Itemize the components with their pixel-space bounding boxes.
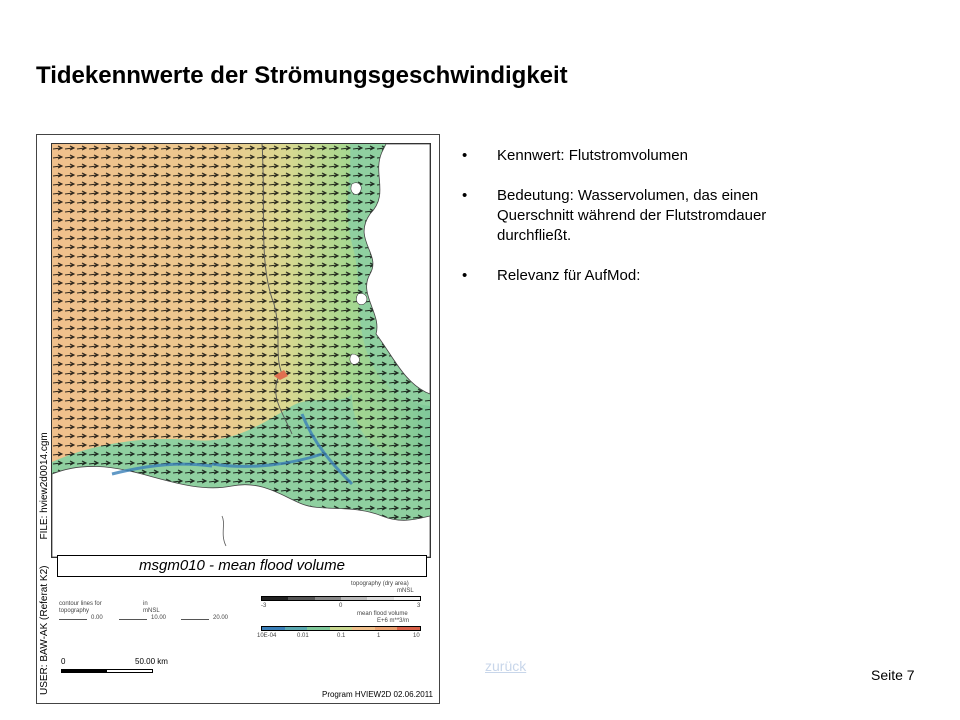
contour-unit: in <box>143 601 148 607</box>
volume-tick-4: 1 <box>377 633 381 639</box>
bullet-bedeutung: • Bedeutung: Wasservolumen, das einen Querschnitt während der Flutstromdauer durchfließt. <box>462 186 822 246</box>
map-figure <box>36 134 440 704</box>
contour-value-3: 20.00 <box>213 615 229 621</box>
volume-colorbar <box>261 626 421 631</box>
slide-title: Tidekennwerte der Strömungsgeschwindigkeit <box>36 62 568 89</box>
file-label: FILE: hview2d0014.cgm <box>39 432 50 540</box>
scale-end-label: 50.00 km <box>135 657 168 666</box>
volume-tick-5: 10 <box>413 633 420 639</box>
figure-caption: msgm010 - mean flood volume <box>57 555 427 577</box>
contour-value-1: 0.00 <box>91 615 103 621</box>
map-graphic <box>52 144 430 557</box>
contour-title: contour lines for <box>59 601 102 607</box>
scale-bar-graphic <box>61 669 153 673</box>
bullet-kennwert: • Kennwert: Flutstromvolumen <box>462 146 822 166</box>
figure-side-label <box>38 135 52 695</box>
volume-tick-1: 10E-04 <box>257 633 277 639</box>
topography-tick-3: 3 <box>417 603 421 609</box>
volume-unit: E+6 m**3/m <box>377 618 410 624</box>
topography-unit: mNSL <box>397 588 414 594</box>
topography-tick-1: -3 <box>261 603 267 609</box>
contour-value-2: 10.00 <box>151 615 167 621</box>
back-link[interactable]: zurück <box>485 658 527 674</box>
contour-subtitle: topography <box>59 608 90 614</box>
scale-bar <box>51 655 431 689</box>
scale-start-label: 0 <box>61 657 66 666</box>
map-legend <box>51 581 431 655</box>
contour-unit-sub: mNSL <box>143 608 160 614</box>
volume-title: mean flood volume <box>357 611 408 617</box>
volume-tick-2: 0.01 <box>297 633 309 639</box>
bullet-relevanz: • Relevanz für AufMod: <box>462 266 822 286</box>
topography-title: topography (dry area) <box>351 581 409 587</box>
topography-tick-2: 0 <box>339 603 343 609</box>
volume-tick-3: 0.1 <box>337 633 346 639</box>
bullet-list <box>462 146 822 306</box>
topography-colorbar <box>261 596 421 601</box>
program-label: Program HVIEW2D 02.06.2011 <box>321 690 433 699</box>
page-number: Seite 7 <box>871 667 915 683</box>
flood-volume-map <box>51 143 431 558</box>
user-label: USER: BAW-AK (Referat K2) <box>39 565 50 695</box>
